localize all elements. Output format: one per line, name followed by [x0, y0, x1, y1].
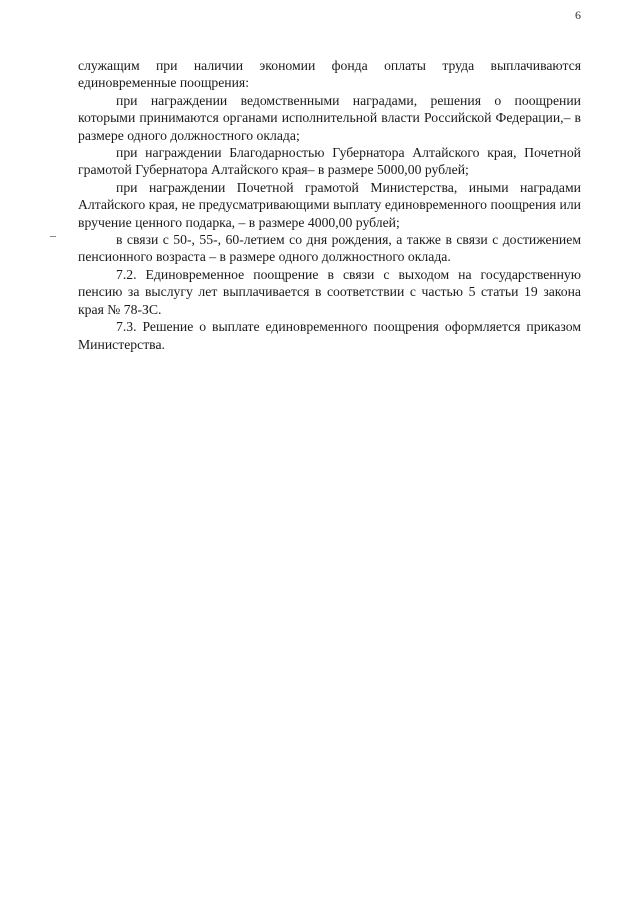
paragraph-departmental-awards: при награждении ведомственными наградами, решения о поощрении которыми принимаются органами исполнительной власти Российской Федерации,– в размере одного должностного оклада; [78, 92, 581, 143]
paragraph-intro: служащим при наличии экономии фонда оплаты труда выплачиваются единовременные поощрения: [78, 58, 581, 91]
paragraph-governor-awards: при награждении Благодарностью Губернатора Алтайского края, Почетной грамотой Губернатора Алтайского края– в размере 5000,00 рублей; [78, 145, 581, 178]
document-body [78, 57, 581, 353]
page-number: 6 [575, 8, 581, 22]
margin-mark [50, 236, 56, 237]
paragraph-7-2: 7.2. Единовременное поощрение в связи с выходом на государственную пенсию за выслугу лет выплачивается в соответствии с частью 5 статьи 19 закона края № 78-ЗС. [78, 266, 581, 317]
paragraph-ministry-awards: при награждении Почетной грамотой Министерства, иными наградами Алтайского края, не предусматривающими выплату единовременного поощрения или вручение ценного подарка, – в размере 4000,00 рублей; [78, 179, 581, 230]
paragraph-anniversary: в связи с 50-, 55-, 60-летием со дня рождения, а также в связи с достижением пенсионного возраста – в размере одного должностного оклада. [78, 232, 581, 265]
paragraph-7-3: 7.3. Решение о выплате единовременного поощрения оформляется приказом Министерства. [78, 319, 581, 352]
